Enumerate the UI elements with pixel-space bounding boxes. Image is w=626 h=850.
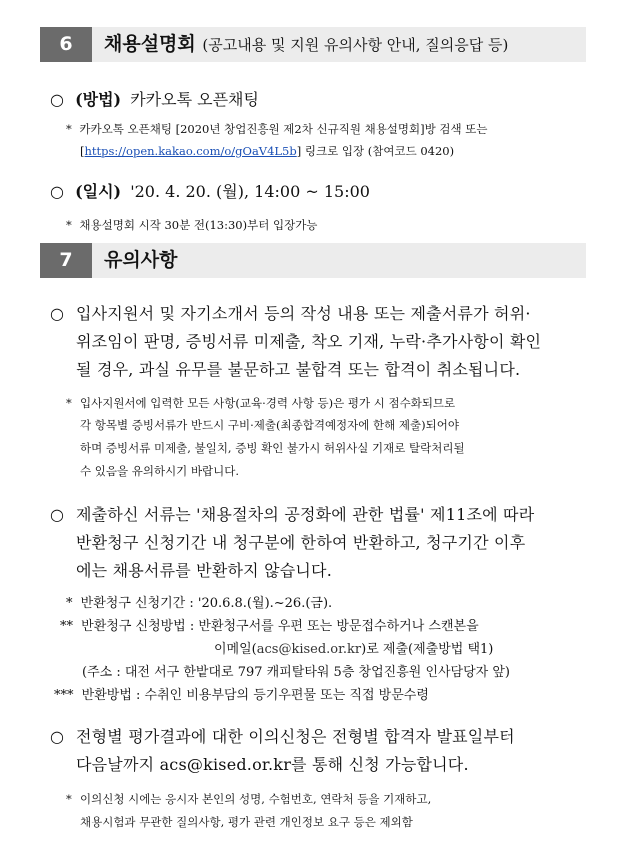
- star-bullet: *: [66, 396, 72, 410]
- item2-note3: *** 반환방법 : 수취인 비용부담의 등기우편물 또는 직접 방문수령: [54, 688, 429, 703]
- item2-note2-address: (주소 : 대전 서구 한밭대로 797 캐피탈타워 5층 창업진흥원 인사담당자 앞): [82, 665, 510, 680]
- circle-bullet: ○: [50, 304, 64, 323]
- item1-note-line: 각 항목별 증빙서류가 반드시 구비·제출(최종합격예정자에 한해 제출)되어야: [80, 418, 459, 432]
- section-subtitle: (공고내용 및 지원 유의사항 안내, 질의응답 등): [202, 36, 509, 54]
- email-address: acs@kised.or.kr: [256, 642, 362, 657]
- section-number: 6: [40, 27, 92, 62]
- item1-line: 될 경우, 과실 유무를 불문하고 불합격 또는 합격이 취소됩니다.: [76, 360, 521, 379]
- section-title: 채용설명회 (공고내용 및 지원 유의사항 안내, 질의응답 등): [104, 33, 509, 55]
- item1-note-line: 하며 증빙서류 미제출, 불일치, 증빙 확인 불가시 허위사실 기재로 탈락처리될: [80, 441, 465, 455]
- date-label: (일시): [75, 182, 122, 201]
- item2-note1: * 반환청구 신청기간 : '20.6.8.(월).~26.(금).: [66, 596, 333, 611]
- item3-line: 전형별 평가결과에 대한 이의신청은 전형별 합격자 발표일부터: [76, 727, 515, 746]
- method-note-link-line: [https://open.kakao.com/o/gOaV4L5b] 링크로 입장 (참여코드 0420): [80, 144, 455, 158]
- method-note: * 카카오톡 오픈채팅 [2020년 창업진흥원 제2차 신규직원 채용설명회]방 검색 또는: [66, 122, 488, 136]
- date-note: * 채용설명회 시작 30분 전(13:30)부터 입장가능: [66, 218, 318, 232]
- circle-bullet: ○: [50, 727, 64, 746]
- section-title: 유의사항: [104, 249, 178, 271]
- date-value: '20. 4. 20. (월), 14:00 ~ 15:00: [130, 182, 370, 201]
- item3-line: 다음날까지 acs@kised.or.kr를 통해 신청 가능합니다.: [76, 755, 469, 774]
- item3-note-line: 채용시험과 무관한 질의사항, 평가 관련 개인정보 요구 등은 제외함: [80, 815, 413, 829]
- item1-line: 입사지원서 및 자기소개서 등의 작성 내용 또는 제출서류가 허위·: [76, 304, 531, 323]
- star-bullet: *: [66, 792, 72, 806]
- item2-line: 제출하신 서류는 '채용절차의 공정화에 관한 법률' 제11조에 따라: [76, 505, 535, 524]
- method-label: (방법): [75, 90, 122, 109]
- section-6-header: [40, 27, 586, 62]
- section-number: 7: [40, 243, 92, 278]
- item1-note-line: 입사지원서에 입력한 모든 사항(교육·경력 사항 등)은 평가 시 점수화되므로: [80, 396, 456, 410]
- item2-note2-email-line: 이메일(acs@kised.or.kr)로 제출(제출방법 택1): [214, 642, 494, 657]
- item1-note-line: 수 있음을 유의하시기 바랍니다.: [80, 464, 240, 478]
- circle-bullet: ○: [50, 182, 64, 201]
- method-value: 카카오톡 오픈채팅: [130, 90, 259, 109]
- item2-note2: ** 반환청구 신청방법 : 반환청구서를 우편 또는 방문접수하거나 스캔본을: [60, 619, 479, 634]
- date-item: [50, 184, 370, 200]
- circle-bullet: ○: [50, 90, 64, 109]
- item1-line: 위조임이 판명, 증빙서류 미제출, 착오 기재, 누락·추가사항이 확인: [76, 332, 542, 351]
- kakao-link[interactable]: https://open.kakao.com/o/gOaV4L5b: [84, 144, 297, 158]
- method-item: [50, 92, 259, 108]
- item2-line: 반환청구 신청기간 내 청구분에 한하여 반환하고, 청구기간 이후: [76, 533, 526, 552]
- section-7-header: [40, 243, 586, 278]
- circle-bullet: ○: [50, 505, 64, 524]
- item2-line: 에는 채용서류를 반환하지 않습니다.: [76, 561, 332, 580]
- item3-note-line: 이의신청 시에는 응시자 본인의 성명, 수험번호, 연락처 등을 기재하고,: [80, 792, 432, 806]
